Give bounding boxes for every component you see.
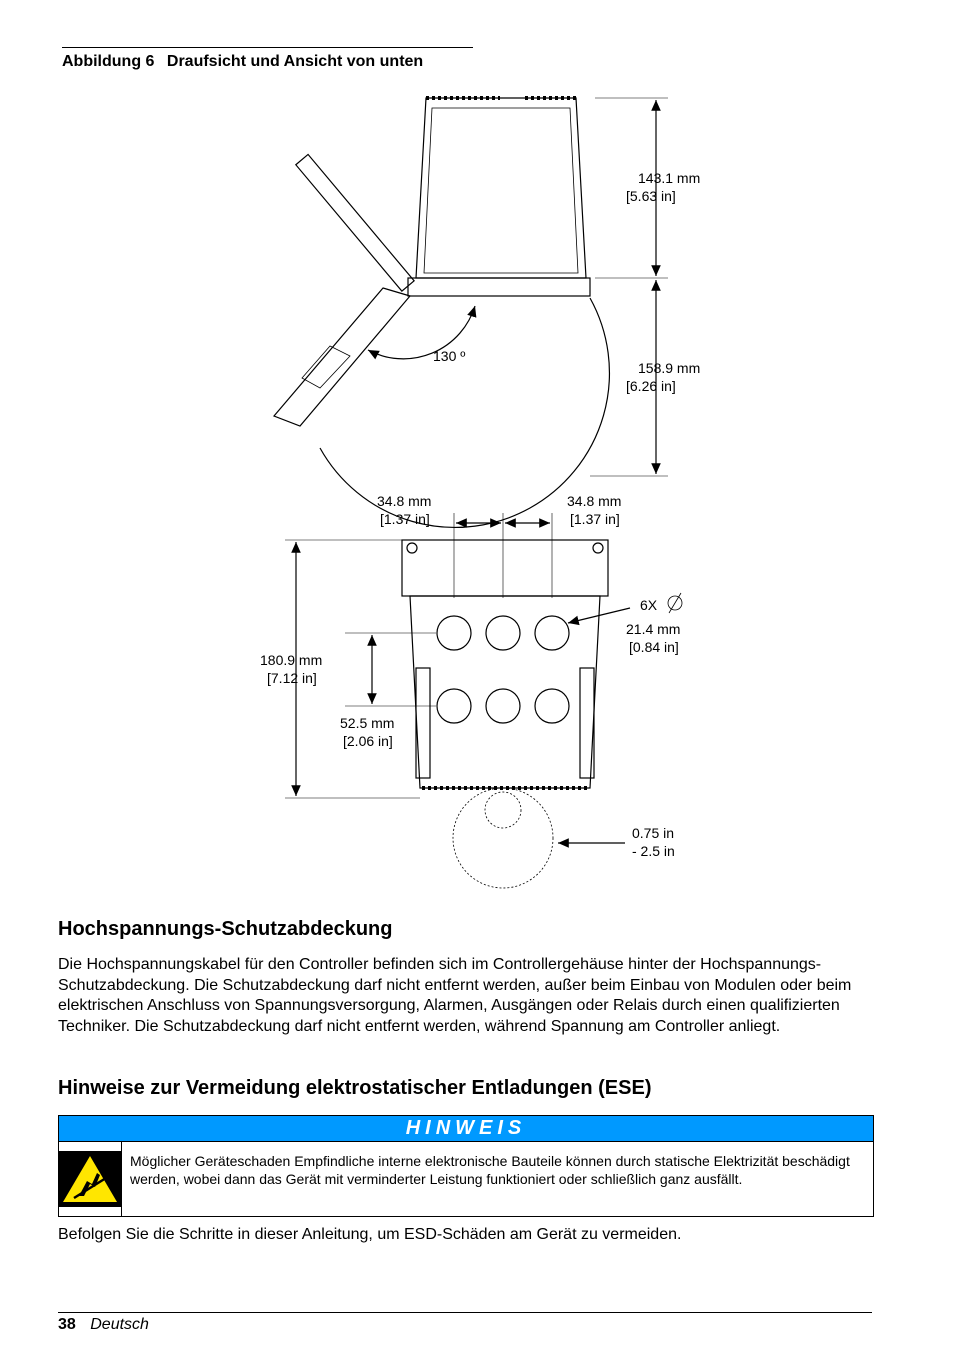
dim-angle: 130 º	[433, 348, 466, 364]
dim-row-mm: 52.5 mm	[340, 715, 395, 731]
dim-cable-1: 0.75 in	[632, 825, 675, 841]
dim-top-in: [5.63 in]	[626, 188, 676, 204]
dimension-drawing	[170, 88, 730, 898]
dim-hole-mm: 21.4 mm	[626, 621, 681, 637]
section-heading-high-voltage: Hochspannungs-Schutzabdeckung	[58, 918, 393, 940]
enclosure-rim	[408, 278, 590, 296]
open-door	[296, 154, 414, 291]
cable-holes	[437, 616, 569, 723]
page-number: 38	[58, 1316, 76, 1333]
dim-spacing-right-mm: 34.8 mm	[567, 493, 622, 509]
figure-title: Draufsicht und Ansicht von unten	[166, 53, 424, 70]
section-heading-esd: Hinweise zur Vermeidung elektrostatischer Entladungen (ESE)	[58, 1077, 652, 1099]
page-footer	[58, 1312, 872, 1334]
notice-text: Möglicher Geräteschaden Empfindliche interne elektronische Bauteile können durch statische Elektrizität beschädigt werden, wobei dann das Gerät mit verminderter Leistung funktioniert oder schließlich ganz ausfällt.	[130, 1153, 850, 1187]
dim-top-mm: 143.1 mm	[638, 170, 701, 186]
dim-door-in: [6.26 in]	[626, 378, 676, 394]
notice-label: HINWEIS	[59, 1116, 873, 1142]
dim-spacing-left-in: [1.37 in]	[380, 511, 430, 527]
dim-door-mm: 158.9 mm	[638, 360, 701, 376]
figure-caption	[62, 47, 473, 71]
figure-number: Abbildung 6	[62, 53, 155, 70]
footer-language: Deutsch	[90, 1316, 149, 1333]
dim-holes-count: 6X	[640, 597, 658, 613]
notice-box	[58, 1115, 874, 1217]
esd-instruction: Befolgen Sie die Schritte in dieser Anleitung, um ESD-Schäden am Gerät zu vermeiden.	[58, 1226, 682, 1243]
dim-spacing-left-mm: 34.8 mm	[377, 493, 432, 509]
dim-hole-in: [0.84 in]	[629, 639, 679, 655]
dim-total-mm: 180.9 mm	[260, 652, 323, 668]
dim-total-in: [7.12 in]	[267, 670, 317, 686]
dim-cable-2: - 2.5 in	[632, 843, 675, 859]
dim-spacing-right-in: [1.37 in]	[570, 511, 620, 527]
enclosure-top-outline	[416, 98, 586, 278]
enclosure-bottom-rim	[402, 540, 608, 596]
section-body-high-voltage: Die Hochspannungskabel für den Controller befinden sich im Controllergehäuse hinter der Hochspannungs-Schutzabdeckung. Die Schutzabdeckung darf nicht entfernt werden, außer beim Einbau von Modulen oder beim elektrischen Anschluss von Spannungsversorgung, Alarmen, Ausgängen oder Relais durch einen qualifizierten Techniker. Die Schutzabdeckung darf nicht entfernt werden, während Spannung am Controller anliegt.	[58, 956, 852, 1035]
esd-warning-icon	[59, 1151, 121, 1207]
cable-range-circle	[453, 788, 553, 888]
dim-row-in: [2.06 in]	[343, 733, 393, 749]
